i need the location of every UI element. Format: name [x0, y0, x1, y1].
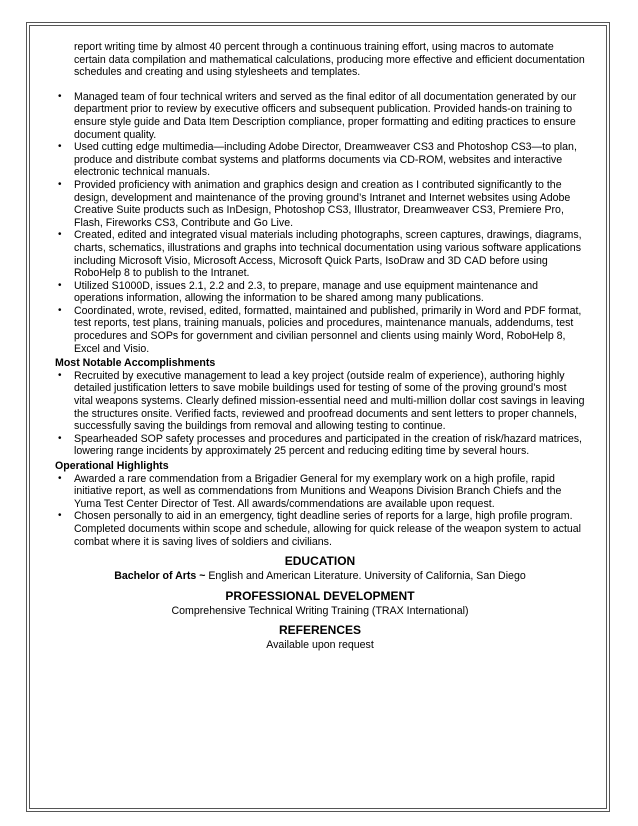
- bullet-text: Utilized S1000D, issues 2.1, 2.2 and 2.3, to prepare, manage and use equipment maintenance and operations information, allowing the information to be shared among many publications.: [74, 279, 539, 305]
- continuation-paragraph: report writing time by almost 40 percent through a continuous training effort, using macros to automate certain data compilation and mathematical calculations, producing more effective and efficient documentation schedules and creating and using stylesheets and templates.: [74, 41, 585, 79]
- bullet-text: Provided proficiency with animation and graphics design and creation as I contributed significantly to the design, development and maintenance of the proving ground’s Intranet and Internet websites using Adobe Creative Suite products such as InDesign, Photoshop CS3, Illustrator, Dreamweaver CS3, Premiere Pro, Flash, Fireworks CS3, Contribute and Go Live.: [74, 178, 571, 229]
- bullet-icon: •: [58, 141, 62, 153]
- bullet-icon: •: [58, 304, 62, 316]
- experience-bullet: [55, 179, 585, 229]
- bullet-text: Used cutting edge multimedia—including Adobe Director, Dreamweaver CS3 and Photoshop CS3—to plan, produce and distribute combat systems and platforms documents via CD-ROM, websites and interactive electronic technical manuals.: [74, 141, 577, 179]
- bullet-text: Spearheaded SOP safety processes and procedures and participated in the creation of risk/hazard matrices, lowering range incidents by approximately 25 percent and reducing editing time by several hours.: [74, 432, 583, 458]
- bullet-icon: •: [58, 90, 62, 102]
- bullet-icon: •: [58, 472, 62, 484]
- highlights-list: [55, 473, 585, 549]
- bullet-text: Recruited by executive management to lead a key project (outside realm of experience), authoring highly detailed justification letters to save mobile buildings used for testing of some of the proving ground's most vital weapons systems. Clearly defined mission-essential need and multi-million dollar cost savings in leaving the structures onsite. Verified facts, reviewed and proofread documents and sent letters to proper channels, successfully saving the buildings from removal and allowing testing to continue.: [74, 369, 585, 433]
- resume-content: [55, 41, 585, 652]
- bullet-text: Chosen personally to aid in an emergency, tight deadline series of reports for a large, high profile program. Completed documents within scope and schedule, allowing for quick release of the weapon system to actual combat where it is saving lives of soldiers and civilians.: [74, 510, 582, 548]
- experience-bullet: [55, 305, 585, 355]
- experience-bullet: [55, 91, 585, 141]
- experience-bullet: [55, 229, 585, 279]
- highlight-bullet: [55, 510, 585, 548]
- accomplishment-bullet: [55, 433, 585, 458]
- experience-bullet: [55, 141, 585, 179]
- bullet-text: Awarded a rare commendation from a Brigadier General for my exemplary work on a high profile, rapid initiative report, as well as commendations from Munitions and Weapons Division Branch Chiefs and the Yuma Test Center Director of Test. All awards/commendations are available upon request.: [74, 472, 562, 510]
- development-detail: Comprehensive Technical Writing Training (TRAX International): [171, 604, 469, 617]
- bullet-icon: •: [58, 279, 62, 291]
- accomplishments-list: [55, 370, 585, 458]
- bullet-icon: •: [58, 178, 62, 190]
- development-title: PROFESSIONAL DEVELOPMENT: [225, 588, 415, 603]
- experience-bullet: [55, 280, 585, 305]
- highlights-heading: Operational Highlights: [55, 460, 169, 472]
- degree-label: Bachelor of Arts ~: [114, 570, 206, 583]
- references-title: REFERENCES: [278, 623, 361, 638]
- bullet-text: Created, edited and integrated visual materials including photographs, screen captures, drawings, diagrams, charts, schematics, illustrations and graphs into technical documentation using various software applications including Microsoft Visio, Microsoft Access, Microsoft Quick Parts, IsoDraw and 3D CAD before using RoboHelp 8 to publish to the Intranet.: [74, 229, 582, 280]
- accomplishments-heading: Most Notable Accomplishments: [55, 357, 216, 370]
- bullet-icon: •: [58, 432, 62, 444]
- bullet-text: Managed team of four technical writers and served as the final editor of all documentation generated by our department prior to review by executive officers and subsequent publication. Provided hands-on training to ensure style guide and Data Item Description compliance, proper formatting and editing practices to ensure document quality.: [74, 90, 577, 141]
- highlight-bullet: [55, 473, 585, 511]
- experience-bullet-list: [55, 91, 585, 355]
- bullet-icon: •: [58, 369, 62, 381]
- bullet-icon: •: [58, 510, 62, 522]
- education-title: EDUCATION: [284, 554, 356, 569]
- accomplishment-bullet: [55, 370, 585, 433]
- education-line: [55, 570, 585, 583]
- degree-detail: English and American Literature. University of California, San Diego: [205, 570, 526, 583]
- resume-page: [26, 22, 610, 812]
- bullet-icon: •: [58, 229, 62, 241]
- bullet-text: Coordinated, wrote, revised, edited, formatted, maintained and published, primarily in Word and PDF format, test reports, test plans, training manuals, policies and procedures, maintenance manuals, addendums, test procedures and SOPs for government and civilian personnel and clients using mainly Word, RoboHelp 8, Excel and Visio.: [74, 304, 582, 355]
- references-detail: Available upon request: [266, 639, 374, 652]
